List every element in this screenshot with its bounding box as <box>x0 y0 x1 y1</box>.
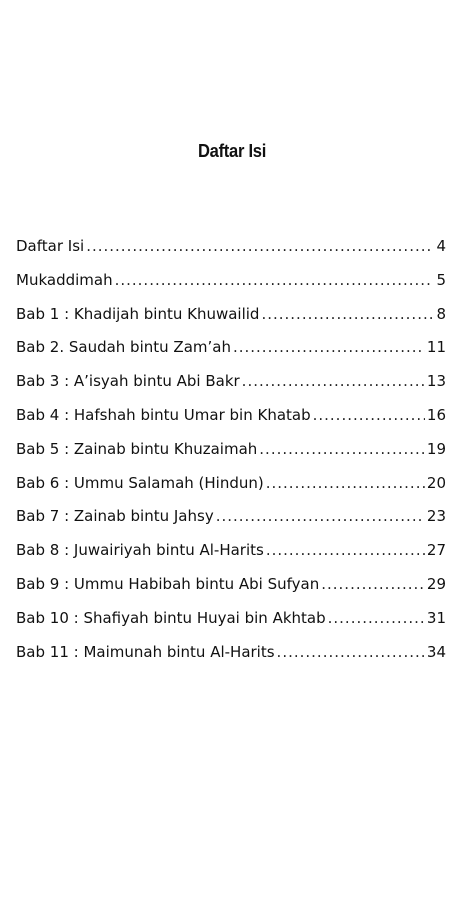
toc-entry-page: 16 <box>426 405 446 424</box>
toc-entry-page: 13 <box>426 372 446 391</box>
toc-entry-label: Daftar Isi <box>16 237 85 255</box>
toc-entry-label: Bab 6 : Ummu Salamah (Hindun) <box>16 473 264 492</box>
toc-entry-page: 27 <box>426 541 446 560</box>
toc-entry-label: Bab 8 : Juwairiyah bintu Al-Harits <box>16 541 264 560</box>
table-of-contents <box>16 234 446 673</box>
toc-dot-leader <box>86 234 432 258</box>
toc-entry[interactable] <box>16 504 446 538</box>
toc-entry-page: 34 <box>426 642 446 661</box>
toc-entry[interactable] <box>16 640 446 674</box>
toc-entry-page: 31 <box>426 608 446 627</box>
toc-dot-leader <box>321 572 425 596</box>
toc-entry-label: Bab 3 : A’isyah bintu Abi Bakr <box>16 372 240 391</box>
toc-entry-label: Bab 7 : Zainab bintu Jahsy <box>16 507 214 526</box>
toc-entry[interactable] <box>16 606 446 640</box>
toc-entry-label: Bab 11 : Maimunah bintu Al-Harits <box>16 642 275 661</box>
toc-entry[interactable] <box>16 268 446 302</box>
toc-entry[interactable] <box>16 369 446 403</box>
toc-entry[interactable] <box>16 471 446 505</box>
toc-entry-page: 11 <box>426 338 446 357</box>
toc-entry-page: 20 <box>426 473 446 492</box>
toc-entry-page: 5 <box>436 270 446 289</box>
toc-entry-label: Bab 5 : Zainab bintu Khuzaimah <box>16 439 258 458</box>
toc-dot-leader <box>266 538 425 562</box>
toc-dot-leader <box>233 335 425 359</box>
toc-entry-page: 4 <box>436 237 446 255</box>
page-title: Daftar Isi <box>197 141 267 161</box>
toc-dot-leader <box>266 471 425 495</box>
toc-entry-page: 8 <box>436 304 446 323</box>
toc-entry-label: Bab 9 : Ummu Habibah bintu Abi Sufyan <box>16 574 320 593</box>
toc-entry-label: Bab 4 : Hafshah bintu Umar bin Khatab <box>16 405 311 424</box>
toc-dot-leader <box>259 437 425 461</box>
toc-entry[interactable] <box>16 572 446 606</box>
toc-entry[interactable] <box>16 403 446 437</box>
toc-entry[interactable] <box>16 437 446 471</box>
toc-dot-leader <box>313 403 425 427</box>
toc-entry[interactable] <box>16 302 446 336</box>
toc-entry-label: Mukaddimah <box>16 270 113 289</box>
toc-dot-leader <box>216 504 425 528</box>
toc-entry-label: Bab 1 : Khadijah bintu Khuwailid <box>16 304 260 323</box>
toc-entry-page: 19 <box>426 439 446 458</box>
toc-entry[interactable] <box>16 234 446 268</box>
toc-entry-page: 29 <box>426 574 446 593</box>
toc-entry-label: Bab 2. Saudah bintu Zam’ah <box>16 338 231 357</box>
toc-dot-leader <box>261 302 432 326</box>
toc-entry[interactable] <box>16 335 446 369</box>
toc-dot-leader <box>277 640 425 664</box>
toc-entry-page: 23 <box>426 507 446 526</box>
toc-dot-leader <box>328 606 425 630</box>
toc-entry-label: Bab 10 : Shafiyah bintu Huyai bin Akhtab <box>16 608 326 627</box>
toc-dot-leader <box>242 369 425 393</box>
toc-dot-leader <box>115 268 432 292</box>
toc-entry[interactable] <box>16 538 446 572</box>
